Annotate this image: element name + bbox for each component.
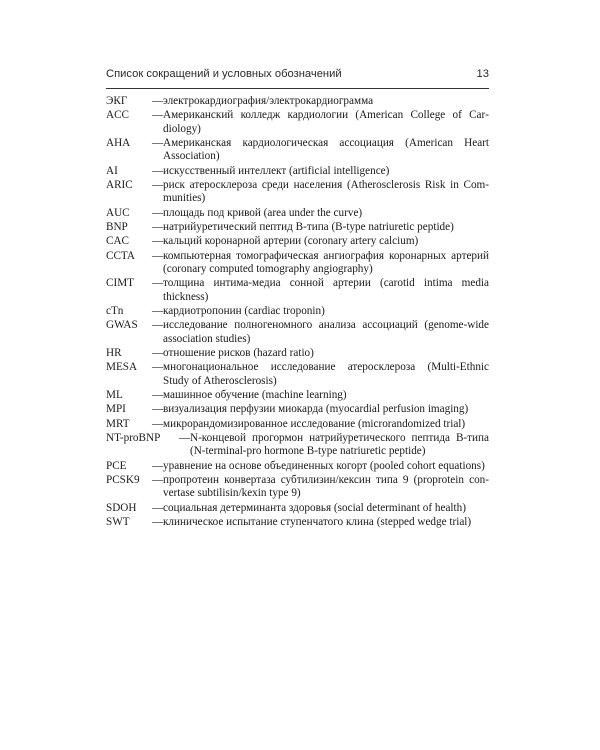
abbreviation-entry xyxy=(106,319,489,346)
abbreviation-entry xyxy=(106,109,489,136)
abbreviation-entry xyxy=(106,418,489,431)
em-dash: — xyxy=(152,221,164,233)
em-dash: — xyxy=(152,473,164,486)
em-dash: — xyxy=(152,389,164,401)
abbreviation-definition: натрийуретический пептид B-типа (B-type natriuretic peptide) xyxy=(163,221,454,233)
abbreviation-entry xyxy=(106,221,489,234)
abbreviation-term: CIMT xyxy=(106,277,134,290)
running-title: Список сокращений и условных обозначений xyxy=(106,68,342,80)
abbreviation-definition: площадь под кривой (area under the curve) xyxy=(163,206,363,219)
abbreviation-definition: исследование полногеномного анализа ассоциаций (genome-wide association studies) xyxy=(163,319,489,345)
abbreviation-definition: кардиотропонин (cardiac troponin) xyxy=(163,305,325,317)
abbreviation-definition: визуализация перфузии миокарда (myocardial perfusion imaging) xyxy=(163,403,469,416)
em-dash: — xyxy=(179,431,191,444)
running-header xyxy=(106,68,489,86)
abbreviation-term: ARIC xyxy=(106,179,133,191)
abbreviation-entry xyxy=(106,165,489,178)
em-dash: — xyxy=(152,319,164,332)
em-dash: — xyxy=(152,417,164,430)
abbreviation-definition: электрокардиография/электрокардиограмма xyxy=(163,95,374,107)
abbreviation-entry xyxy=(106,389,489,402)
abbreviation-definition: машинное обучение (machine learning) xyxy=(163,389,347,401)
em-dash: — xyxy=(152,249,164,262)
abbreviation-entry xyxy=(106,235,489,248)
abbreviation-term: MESA xyxy=(106,361,138,374)
abbreviation-entry xyxy=(106,474,489,501)
em-dash: — xyxy=(152,403,164,416)
abbreviation-entry xyxy=(106,516,489,529)
abbreviation-entry xyxy=(106,502,489,515)
abbreviation-term: SDOH xyxy=(106,501,137,514)
abbreviation-list xyxy=(106,95,489,530)
page-number: 13 xyxy=(476,68,489,80)
abbreviation-term: NT-proBNP xyxy=(106,431,161,444)
em-dash: — xyxy=(152,95,164,107)
abbreviation-entry xyxy=(106,277,489,304)
abbreviation-definition: социальная детерминанта здоровья (social determinant of health) xyxy=(163,501,466,514)
abbreviation-definition: риск атеросклероза среди населения (Atherosclerosis Risk in Communities) xyxy=(163,179,489,205)
abbreviation-definition: микрорандомизированное исследование (microrandomized trial) xyxy=(163,417,466,430)
abbreviation-entry xyxy=(106,432,489,459)
abbreviation-entry xyxy=(106,403,489,416)
abbreviation-entry xyxy=(106,460,489,473)
em-dash: — xyxy=(152,347,164,359)
abbreviation-term: PCSK9 xyxy=(106,473,140,486)
abbreviation-term: ML xyxy=(106,389,123,401)
abbreviation-term: GWAS xyxy=(106,319,138,332)
abbreviation-entry xyxy=(106,361,489,388)
em-dash: — xyxy=(152,137,164,149)
abbreviation-definition: компьютерная томографическая ангиография коронарных артерий (coronary computed tomography angiography) xyxy=(163,249,489,275)
abbreviation-term: SWT xyxy=(106,515,130,528)
abbreviation-definition: отношение рисков (hazard ratio) xyxy=(163,347,314,359)
abbreviation-definition: кальций коронарной артерии (coronary artery calcium) xyxy=(163,235,419,248)
abbreviation-entry xyxy=(106,305,489,318)
abbreviation-term: ACC xyxy=(106,109,130,122)
abbreviation-term: PCE xyxy=(106,459,127,472)
em-dash: — xyxy=(152,305,164,317)
abbreviation-definition: N-концевой прогормон натрийуретического пептида B-типа (N-terminal-pro hormone B-type natriuretic peptide) xyxy=(190,431,489,458)
abbreviation-entry xyxy=(106,95,489,108)
abbreviation-definition: Американская кардиологическая ассоциация (American Heart Association) xyxy=(163,137,489,163)
em-dash: — xyxy=(152,515,164,528)
abbreviation-entry xyxy=(106,207,489,220)
abbreviation-term: AI xyxy=(106,164,118,177)
abbreviation-definition: толщина интима-медиа сонной артерии (carotid intima media thickness) xyxy=(163,277,489,303)
em-dash: — xyxy=(152,501,164,514)
abbreviation-definition: пропротеин конвертаза субтилизин/кексин типа 9 (proprotein convertase subtilisin/kexin type 9) xyxy=(163,473,489,500)
em-dash: — xyxy=(152,235,164,248)
abbreviation-entry xyxy=(106,347,489,360)
abbreviation-entry xyxy=(106,179,489,206)
em-dash: — xyxy=(152,164,164,177)
em-dash: — xyxy=(152,179,164,191)
abbreviation-definition: Американский колледж кардиологии (American College of Cardiology) xyxy=(163,109,489,135)
em-dash: — xyxy=(152,361,164,374)
abbreviation-term: CCTA xyxy=(106,249,135,262)
em-dash: — xyxy=(152,206,164,219)
abbreviation-term: ЭКГ xyxy=(106,95,128,107)
abbreviation-term: HR xyxy=(106,347,122,359)
abbreviation-term: MPI xyxy=(106,403,126,416)
abbreviation-definition: многонациональное исследование атеросклероза (Multi-Ethnic Study of Atherosclerosis) xyxy=(163,361,489,387)
em-dash: — xyxy=(152,109,164,122)
abbreviation-term: AHA xyxy=(106,137,131,149)
abbreviation-definition: искусственный интеллект (artificial intelligence) xyxy=(163,164,390,177)
abbreviation-term: BNP xyxy=(106,221,128,233)
abbreviation-term: AUC xyxy=(106,206,130,219)
abbreviation-term: cTn xyxy=(106,305,124,317)
abbreviation-term: CAC xyxy=(106,235,130,248)
abbreviation-entry xyxy=(106,137,489,164)
abbreviation-entry xyxy=(106,250,489,277)
abbreviation-term: MRT xyxy=(106,417,130,430)
em-dash: — xyxy=(152,277,164,290)
header-rule xyxy=(106,88,489,89)
abbreviation-definition: клиническое испытание ступенчатого клина (stepped wedge trial) xyxy=(163,515,472,528)
em-dash: — xyxy=(152,459,164,472)
abbreviation-definition: уравнение на основе объединенных когорт (pooled cohort equations) xyxy=(163,459,485,472)
